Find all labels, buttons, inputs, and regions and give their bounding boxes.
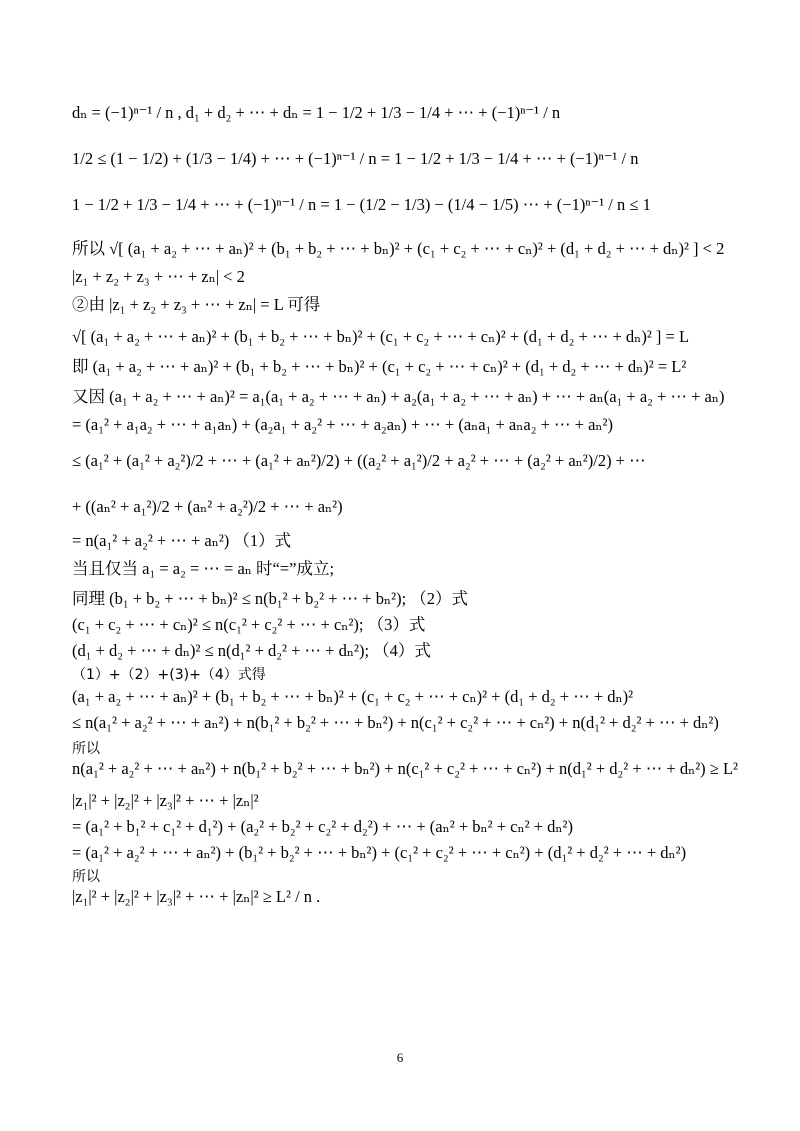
equation-line-26: 所以	[72, 869, 100, 885]
equation-line-20: ≤ n(a₁² + a₂² + ⋯ + aₙ²) + n(b₁² + b₂² + ⋯ + bₙ²) + n(c₁² + c₂² + ⋯ + cₙ²) + n(d₁² + d₂² + ⋯ + dₙ²)	[72, 713, 719, 732]
equation-line-6: ②由 |z₁ + z₂ + z₃ + ⋯ + zₙ| = L 可得	[72, 295, 321, 314]
equation-line-5: |z₁ + z₂ + z₃ + ⋯ + zₙ| < 2	[72, 267, 245, 286]
equation-line-11: ≤ (a₁² + (a₁² + a₂²)/2 + ⋯ + (a₁² + aₙ²)/2) + ((a₂² + a₁²)/2 + a₂² + ⋯ + (a₂² + aₙ²)/2) + ⋯	[72, 451, 646, 470]
equation-line-15: 同理 (b₁ + b₂ + ⋯ + bₙ)² ≤ n(b₁² + b₂² + ⋯ + bₙ²); （2）式	[72, 589, 469, 608]
equation-line-12: + ((aₙ² + a₁²)/2 + (aₙ² + a₂²)/2 + ⋯ + aₙ²)	[72, 497, 343, 516]
equation-line-7: √[ (a₁ + a₂ + ⋯ + aₙ)² + (b₁ + b₂ + ⋯ + bₙ)² + (c₁ + c₂ + ⋯ + cₙ)² + (d₁ + d₂ + ⋯ + dₙ)² ] = L	[72, 327, 690, 346]
equation-line-18: （1）+（2）+(3)+（4）式得	[72, 667, 266, 683]
equation-line-24: = (a₁² + b₁² + c₁² + d₁²) + (a₂² + b₂² + c₂² + d₂²) + ⋯ + (aₙ² + bₙ² + cₙ² + dₙ²)	[72, 817, 573, 836]
equation-line-3: 1 − 1/2 + 1/3 − 1/4 + ⋯ + (−1)ⁿ⁻¹ / n = 1 − (1/2 − 1/3) − (1/4 − 1/5) ⋯ + (−1)ⁿ⁻¹ / n ≤ 1	[72, 195, 651, 214]
equation-line-21: 所以	[72, 741, 100, 757]
equation-line-22: n(a₁² + a₂² + ⋯ + aₙ²) + n(b₁² + b₂² + ⋯ + bₙ²) + n(c₁² + c₂² + ⋯ + cₙ²) + n(d₁² + d₂² + ⋯ + dₙ²) ≥ L²	[72, 759, 738, 778]
equation-line-14: 当且仅当 a₁ = a₂ = ⋯ = aₙ 时“=”成立;	[72, 559, 335, 578]
equation-line-27: |z₁|² + |z₂|² + |z₃|² + ⋯ + |zₙ|² ≥ L² / n .	[72, 887, 321, 906]
equation-line-19: (a₁ + a₂ + ⋯ + aₙ)² + (b₁ + b₂ + ⋯ + bₙ)² + (c₁ + c₂ + ⋯ + cₙ)² + (d₁ + d₂ + ⋯ + dₙ)²	[72, 687, 634, 706]
equation-line-25: = (a₁² + a₂² + ⋯ + aₙ²) + (b₁² + b₂² + ⋯ + bₙ²) + (c₁² + c₂² + ⋯ + cₙ²) + (d₁² + d₂² + ⋯ + dₙ²)	[72, 843, 687, 862]
equation-line-8: 即 (a₁ + a₂ + ⋯ + aₙ)² + (b₁ + b₂ + ⋯ + bₙ)² + (c₁ + c₂ + ⋯ + cₙ)² + (d₁ + d₂ + ⋯ + dₙ)² = L²	[72, 357, 687, 376]
equation-line-10: = (a₁² + a₁a₂ + ⋯ + a₁aₙ) + (a₂a₁ + a₂² + ⋯ + a₂aₙ) + ⋯ + (aₙa₁ + aₙa₂ + ⋯ + aₙ²)	[72, 415, 613, 434]
equation-line-13: = n(a₁² + a₂² + ⋯ + aₙ²) （1）式	[72, 531, 292, 550]
equation-line-17: (d₁ + d₂ + ⋯ + dₙ)² ≤ n(d₁² + d₂² + ⋯ + dₙ²); （4）式	[72, 641, 431, 660]
page-number: 6	[396, 1050, 404, 1065]
equation-line-1: dₙ = (−1)ⁿ⁻¹ / n , d₁ + d₂ + ⋯ + dₙ = 1 − 1/2 + 1/3 − 1/4 + ⋯ + (−1)ⁿ⁻¹ / n	[72, 103, 561, 122]
equation-line-4: 所以 √[ (a₁ + a₂ + ⋯ + aₙ)² + (b₁ + b₂ + ⋯ + bₙ)² + (c₁ + c₂ + ⋯ + cₙ)² + (d₁ + d₂ + ⋯ + dₙ)² ] < 2	[72, 239, 725, 258]
equation-line-16: (c₁ + c₂ + ⋯ + cₙ)² ≤ n(c₁² + c₂² + ⋯ + cₙ²); （3）式	[72, 615, 426, 634]
equation-line-23: |z₁|² + |z₂|² + |z₃|² + ⋯ + |zₙ|²	[72, 791, 259, 810]
equation-line-2: 1/2 ≤ (1 − 1/2) + (1/3 − 1/4) + ⋯ + (−1)ⁿ⁻¹ / n = 1 − 1/2 + 1/3 − 1/4 + ⋯ + (−1)ⁿ⁻¹ / n	[72, 149, 639, 168]
equation-line-9: 又因 (a₁ + a₂ + ⋯ + aₙ)² = a₁(a₁ + a₂ + ⋯ + aₙ) + a₂(a₁ + a₂ + ⋯ + aₙ) + ⋯ + aₙ(a₁ + a₂ + ⋯ + aₙ)	[72, 387, 725, 406]
